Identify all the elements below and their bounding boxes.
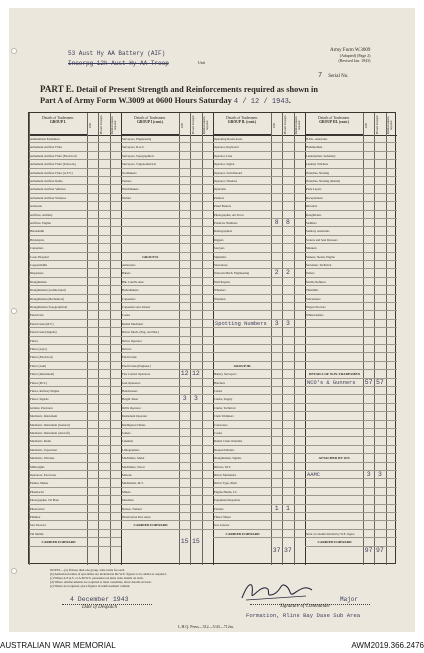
serial-number [318,72,348,80]
row-label: Saddlers [306,221,317,225]
row-label: Driver Type, Plant [214,481,237,486]
row-label: Artificer, Engine [30,221,51,225]
row-label: Hairdressers [122,389,138,393]
row-label: Miners [122,489,131,494]
row-label: Fitters, Signals [30,397,49,402]
row-label: CARRIED FORWARD [225,531,260,536]
despatch-date: 4 December 1943 [70,596,129,603]
row-label: Electricians [122,355,137,360]
table-row [121,244,213,252]
punch-hole [11,308,17,314]
table-row [213,353,305,361]
header-details-label: Details of Tradesmen. [42,116,74,120]
strength-value: 15 [192,538,200,546]
strength-value: 3 [274,319,279,327]
part-label: PART E. [40,84,74,94]
row-label: Farriers [214,506,224,511]
row-label: Turners [122,179,132,183]
strength-value: 37 [284,546,292,554]
row-label: Despatch Riders [214,447,235,452]
strength-value: 3 [366,471,371,478]
column-header: Present Strength [191,115,195,135]
row-label: Mechanic, Wireless [30,456,55,461]
archive-id: AWM2019.366.2476 [351,641,424,650]
row-label: Butchers [214,380,225,385]
row-label: Wheelers [214,288,226,293]
row-label: Cooks [214,431,222,435]
row-label: Fitters, Railway Engine [30,389,60,393]
row-label: Hammermen [306,145,323,150]
row-label: Fitters (Electrical) [30,355,53,360]
table-row [305,362,397,370]
row-label: Textile Refiners [306,279,326,284]
column-header: Present Strength [375,115,379,135]
signature-label: Signature of Commander [280,604,331,609]
row-label: Carpenters and Joiners [122,305,151,309]
punch-hole [11,48,17,54]
strength-value: 57 [376,378,384,386]
row-label: Dental Clerk Orderlies [214,439,243,444]
page-title [40,84,390,108]
row-label: Grinder, Precision [30,405,53,410]
row-label: Armament Artificer Fitter (Telecom.) [30,162,77,167]
row-label: Toolmakers [122,170,137,175]
table-row [305,488,397,496]
row-label: Plumber [30,515,41,519]
row-label: Laundrymen, Sedentary [306,153,336,158]
form-ref-line-1: Army Form W.3009 [330,48,371,53]
row-label: Dispensers [30,271,44,276]
row-label: DETAILS OF NON-TRADESMEN [308,372,361,377]
row-label: Dental Mechanic [122,321,144,326]
row-label: Roughriders [306,212,322,217]
row-label: Carpenters [30,246,44,251]
strength-value: 2 [285,269,290,277]
row-label: Cook, Hospital [30,254,49,259]
row-label: Photographer, Air Force [214,212,244,217]
serial-value: 7 [318,72,323,80]
table-row [305,412,397,420]
table-row [305,505,397,513]
row-label: Masons [122,473,132,477]
row-label: Whitewashers [306,313,324,318]
row-label: Concretors [214,422,228,427]
row-label: Tailors [306,271,315,276]
row-label: Laundry Stitchers [306,162,329,167]
row-label: CARRIED FORWARD [317,540,352,545]
row-label: Wall Repairs [214,279,230,284]
row-label: Painters [214,195,224,200]
row-label: Artificer, Artillery [30,212,53,217]
column-header: Reinforcements required [203,116,210,134]
row-label: Tinsmiths [306,288,319,293]
row-label: Fire Control Operators [122,372,151,377]
row-label: Vulcanizers [306,296,321,301]
row-label: Drivers [122,347,132,351]
form-ref-line-3: (Revised Jan. 1943) [338,58,371,63]
row-label: Riggers [214,237,224,242]
row-label: Photographer, Tel Plate [30,498,59,503]
row-label: Linemen [122,439,133,444]
note-line: NOTES.—(a) If more than one group, state totals for each. [50,568,126,572]
despatch-date-label: Date of Despatch [82,605,117,610]
row-label: Wagon Erectors [306,305,326,309]
form-ref-line-2: (Adapted) (Page 2) [339,53,371,58]
note-line: (e) Where not required, place figures in reinforcement column. [50,584,131,588]
row-label: Telecom Mech. Engineering [214,271,250,276]
column-header: W.E. [180,122,184,128]
column-header: Reinforcements required [295,116,302,134]
row-label: Lithographers [122,447,140,452]
table-row [305,337,397,345]
header-group-label: GROUP III. (cont.) [319,120,349,125]
row-label: Pharmacist [30,489,44,494]
strength-value: 3 [182,395,187,403]
row-label: Drivers, M.T. [214,464,231,469]
row-label: Driver Mech. (Eng. and Mot.) [122,330,160,335]
row-label: Stokers, Steam, Engine [306,254,335,259]
table-row [213,345,305,353]
archive-name: AUSTRALIAN WAR MEMORIAL [0,641,116,650]
strength-value: 3 [193,395,198,403]
row-label: Mechanic, Radio [30,439,52,444]
row-label: Operator, Line [214,153,233,158]
table-row [305,513,397,521]
row-label: Watchmakers [122,187,139,192]
title-text-a: Detail of Present Strength and Reinforcements required as shown in [76,85,318,94]
header-group-label: GROUP II. (cont.) [227,120,257,125]
row-label: Photowriter [30,506,45,511]
row-label: Armament Artificer Radio [30,179,63,183]
row-label: GROUP II. [142,254,159,259]
section-header [29,113,87,135]
row-label: Sanitary Assistants [306,229,330,234]
row-label: Fitters (Gyro) [30,347,48,351]
table-row [121,236,213,244]
row-label: Clerks [214,389,223,393]
row-label: Draughtsmen, Signals [214,456,242,461]
archive-footer [0,638,424,653]
header-details-label: Details of Tradesmen. [318,116,350,120]
row-label: Battery Surveyors [214,372,237,377]
strength-value: 15 [180,538,189,546]
row-label: Total of column divided by W.E. figure [306,531,355,536]
row-label: Millwrights [30,464,45,469]
row-label: Storemen, Technical [306,263,332,267]
table-row [305,463,397,471]
row-label: Boilermakers [122,288,139,293]
column-header: Reinforcements required [387,116,394,134]
row-label: Armourer [30,204,43,209]
row-label: Machinists, Metal [122,456,145,461]
row-label: Fitters (Instrument) [30,372,55,377]
row-label: Plate Layers [306,187,322,192]
row-label: Height Taker [122,397,139,402]
table-row [305,421,397,429]
strength-value: 97 [364,546,373,554]
table-row [305,521,397,529]
strength-value: 97 [376,546,384,554]
row-label: Orderlies, Nursing [306,170,330,175]
row-label: Operator, Wireless [214,179,238,183]
row-label: Operator, Switchboard [214,170,243,175]
row-label: Stevedores [214,263,228,267]
title-end: . [288,96,291,105]
row-label: Orderlies, Nursing (Dental) [306,179,341,183]
strength-value: 12 [192,370,200,378]
report-date: 4 / 12 / 1943 [233,98,289,106]
row-label: Mechanic, Instrument (Aircraft) [30,431,70,435]
printer-imprint: L.H.Q. Press—312—5/43—712m. [178,624,234,629]
row-label: Fitters [30,338,38,343]
note-line: (c) Where A.F.A.S. or A.M.W.S. personnel are held, state details on back. [50,576,144,580]
row-label: Panel Beaters [214,204,231,209]
table-row [305,387,397,395]
row-label: Driver Operator [122,338,142,343]
formation: Formation, Rlins Bay Dase Sub Area [246,612,361,619]
table-row [305,404,397,412]
row-label: Bricklayers [30,237,45,242]
unit-line-2: Incorpg 12h Aust Hy AA Troop [68,60,169,67]
row-label: Intelligence Duties [122,422,146,427]
row-label: Nurses, Trained [122,506,142,511]
row-label: Armament Artificer Fitter (A.F.V.) [30,170,73,175]
row-label: Sawyers [214,246,225,251]
section-header [121,113,179,135]
column-header: W.E. [272,122,276,128]
row-label: Draughtsmen (Architectural) [30,288,66,293]
note-line: (d) Where reinforcements are required to meet casualties, show details on back. [50,580,152,584]
row-label: Blk. Cand'le And. [122,279,145,284]
row-label: Surveyors, Topographical [122,153,154,158]
column-header: Reinforcements required [111,116,118,134]
row-label: Surveyors, Trigonometrical [122,162,157,167]
row-label: Clerks, Technical [214,405,236,410]
row-label: Drills Operator [122,405,141,410]
section-header [213,113,271,135]
row-label: Machinists, Wood [122,464,145,469]
table-row [213,328,305,336]
strength-value: 2 [274,269,279,277]
column-header: W.E. [88,122,92,128]
row-label: Carpenters [122,296,136,301]
row-label: Operating Room Assts. [214,137,243,141]
column-header: Present Strength [283,115,287,135]
row-label: Draughtsmen [30,279,47,284]
table-row [305,479,397,487]
row-label: ATTACHED BY W.E. [318,456,351,461]
row-label: Equipment Repairers [214,498,241,503]
row-label: Mechanists, M.T. [122,481,144,486]
table-row [305,353,397,361]
row-label: Instrument Operator [122,414,148,419]
table-row [213,337,305,345]
row-label: Gas Lancers [214,523,230,528]
row-label: Bakers [122,271,131,276]
row-label: Cooks [122,313,130,318]
row-label: Clerk Trimmers [214,414,234,419]
handwritten-entry: Spotting Numbers [215,320,267,327]
row-label: H.P.G. Assistants [306,137,328,141]
strength-value: 12 [180,370,189,378]
serial-label: Serial No. [328,74,349,79]
row-label: Fitters (M.V.) [30,380,47,385]
row-label: Joiners [122,431,131,435]
column-header: Present Strength [99,115,103,135]
row-label: Moulders [122,498,134,503]
strength-value: 3 [377,471,382,478]
row-label: Smokers [306,246,317,251]
table-row [121,227,213,235]
row-label: Clerks, Supply [214,397,233,402]
punch-hole [11,568,17,574]
row-label: Electrician [30,313,44,318]
unit-line-1: 53 Aust Hy AA Battery (AIF) [68,50,166,57]
row-label: Wiremen [214,296,226,301]
table-row [121,202,213,210]
row-label: Electricians (M.V.) [30,321,54,326]
row-label: CARRIED FORWARD [41,540,76,545]
table-row [305,446,397,454]
strength-value: 1 [285,504,290,512]
row-label: Mechanic, Typewriter [30,447,58,452]
row-label: Fitters' Mates [214,515,231,519]
row-label: Armament Artificer Fitter [30,145,62,150]
row-label: Observation Post Assts. [122,515,152,519]
section-header [305,113,363,135]
row-label: Saw Doctors [30,523,46,528]
row-label: Operator, Keyboard [214,145,239,150]
row-label: Ammunition Examiners [30,137,60,141]
row-label: Gun Operators [122,380,141,385]
table-row [213,303,305,311]
row-label: Scalers and Seal Dressers [306,237,338,242]
row-label: Rivetters [306,204,318,209]
row-label: Mechanic, Instrument [30,414,58,419]
strength-value: 8 [285,219,290,226]
row-label: Operator, Signal [214,162,235,167]
handwritten-entry: NCO's & Gunners [307,379,356,386]
row-label: Engine Hands, I.C. [214,489,238,494]
row-label: Predictor Numbers [214,221,238,225]
row-label: GROUP III. [233,363,252,368]
table-row [305,496,397,504]
note-line: (b) Authorised trades of specialists are included in the W.E. figures to be added as required. [50,572,167,576]
form-reference [330,48,370,63]
table-row [305,328,397,336]
row-label: Blacksmith [30,229,45,234]
title-text-b: Part A of Army Form W.3009 at 0600 Hours Saturday [40,96,232,105]
header-group-label: GROUP I (cont.) [137,120,163,125]
table-row [305,395,397,403]
row-label: Surveyors, R.A.S. [122,145,145,150]
table-row [305,437,397,445]
row-label: Electricians (Engineer) [122,363,151,368]
row-label: Armourers [122,263,136,267]
header-group-label: GROUP I. [50,120,66,125]
header-details-label: Details of Tradesmen. [134,116,166,120]
table-row [305,429,397,437]
row-label: Fitters (Gun) [30,363,47,368]
strength-value: 57 [364,378,373,386]
row-label: Surveyors, Engineering [122,137,152,141]
row-label: Receptionists [306,195,323,200]
strength-table [28,112,396,564]
header-details-label: Details of Tradesmen. [226,116,258,120]
row-label: Radiographers [214,229,233,234]
table-row [305,345,397,353]
table-row [121,219,213,227]
strength-value: 8 [274,219,279,226]
row-label: Mechanic, Instrument (General) [30,422,70,427]
strength-value: 1 [274,504,279,512]
row-label: Armament Artificer Fitter (Electrical) [30,153,77,158]
row-label: Opticians [214,187,226,192]
row-label: Coppersmiths [30,263,48,267]
handwritten-entry: AAMC [307,472,320,478]
unit-label: Unit [198,60,206,65]
row-label: Welder [122,195,131,200]
row-label: Operators, Excavator [30,473,57,477]
row-label: Draughtsmen (Mechanical) [30,296,64,301]
column-header: W.E. [364,122,368,128]
table-row [213,311,305,319]
row-label: Electricians (Signals) [30,330,57,335]
table-row [121,211,213,219]
table-row [305,320,397,328]
row-label: Draughtsmen (Topographical) [30,305,68,309]
strength-value: 3 [285,319,290,327]
row-label: Armament Artificer Wireless [30,195,66,200]
commander-rank: Major [340,596,359,603]
row-label: Signallers [214,254,227,259]
row-label: Armament Artificer Vehicles [30,187,66,192]
commander-signature-icon [236,576,326,604]
row-label: CARRIED FORWARD [133,523,168,528]
strength-value: 37 [272,546,281,554]
row-label: Driver Mechanics [214,473,237,477]
row-label: Painter, Maker [30,481,49,486]
row-label: Tin Smiths [30,531,44,536]
